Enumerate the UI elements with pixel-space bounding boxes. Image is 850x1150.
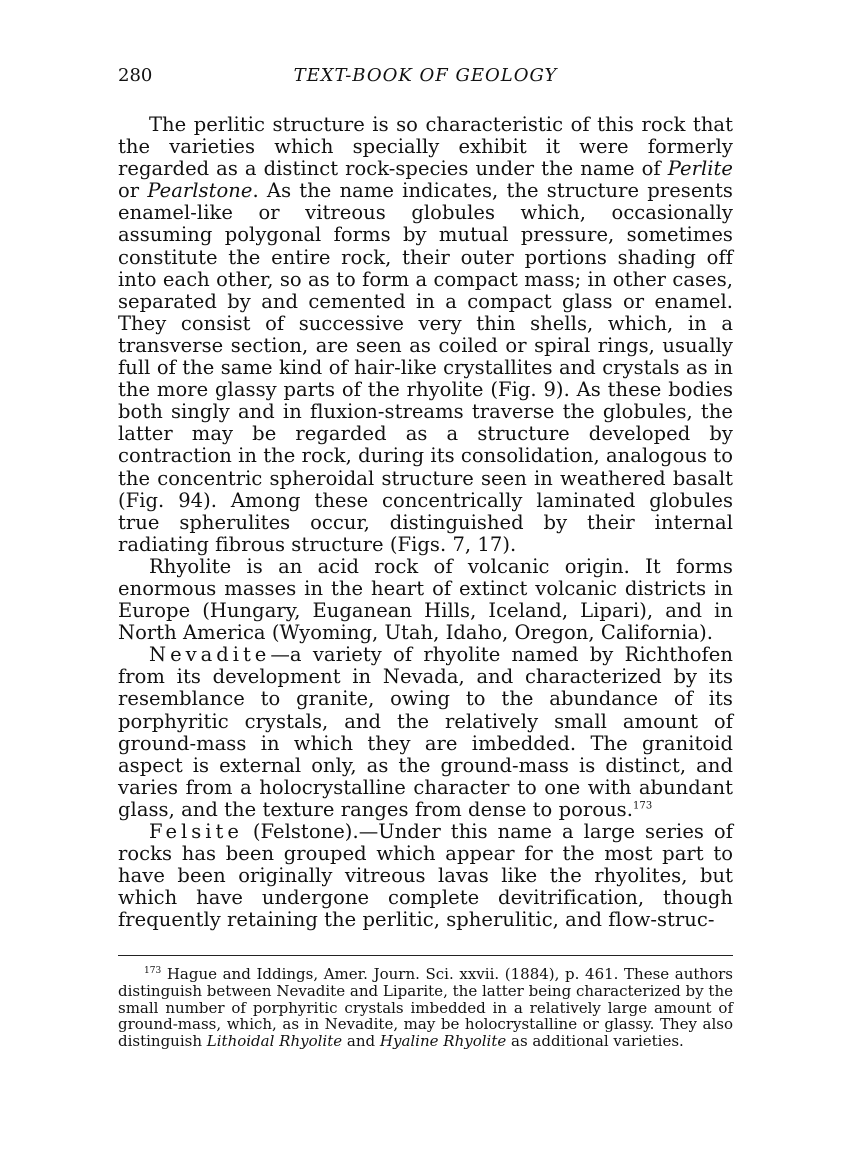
- footnote-reference: 173: [633, 800, 653, 812]
- term-nevadite: Nevadite: [149, 643, 271, 667]
- paragraph-rhyolite-origin: [118, 556, 733, 644]
- footnote-number: 173: [144, 966, 162, 977]
- footnote-text: Hague and Iddings, Amer. Journ. Sci. xxvii. (1884), p. 461. These authors distinguish between Nevadite and Liparite, the latter being characterized by the small number of porphyritic crystals imbedded in a relatively large amount of ground-mass, which, as in Nevadite, may be holocrystalline or glassy. They also distinguish: [118, 965, 733, 1050]
- paragraph-felsite: [118, 821, 733, 931]
- paragraph-text: Rhyolite is an acid rock of volcanic origin. It forms enormous masses in the heart of extinct volcanic districts in Europe (Hungary, Euganean Hills, Iceland, Lipari), and in North America (Wyoming, Utah, Idaho, Oregon, California).: [118, 554, 733, 645]
- footnote: [118, 966, 733, 1049]
- running-title: TEXT-BOOK OF GEOLOGY: [293, 65, 558, 86]
- paragraph-text: The perlitic structure is so characteristic of this rock that the varieties which specially exhibit it were formerly regarded as a distinct rock-species under the name of: [118, 113, 733, 181]
- paragraph-nevadite: [118, 644, 733, 821]
- page-number: 280: [118, 65, 153, 86]
- term-pearlstone: Pearlstone: [147, 179, 253, 203]
- paragraph-text: or: [118, 179, 148, 203]
- term-perlite: Perlite: [667, 157, 733, 181]
- paragraph-text: (Felstone).—Under this name a large series of rocks has been grouped which appear for the most part to have been originally vitreous lavas like the rhyolites, but which have undergone complete devitrification, though frequently retaining the perlitic, spherulitic, and flow-struc-: [118, 820, 733, 932]
- paragraph-text: —a variety of rhyolite named by Richthofen from its development in Nevada, and characterized by its resemblance to granite, owing to the abundance of its porphyritic crystals, and the relatively small amount of ground-mass in which they are imbedded. The granitoid aspect is external only, as the ground-mass is distinct, and varies from a holocrystalline character to one with abundant glass, and the texture ranges from dense to porous.: [118, 643, 733, 821]
- footnote-text: and: [342, 1031, 380, 1050]
- footnote-text: as additional varieties.: [506, 1031, 684, 1050]
- paragraph-text: . As the name indicates, the structure presents enamel-like or vitreous globules which, occasionally assuming polygonal forms by mutual pressure, sometimes constitute the entire rock, their outer portions shading off into each other, so as to form a compact mass; in other cases, separated by and cemented in a compact glass or enamel. They consist of successive very thin shells, which, in a transverse section, are seen as coiled or spiral rings, usually full of the same kind of hair-like crystallites and crystals as in the more glassy parts of the rhyolite (Fig. 9). As these bodies both singly and in fluxion-streams traverse the globules, the latter may be regarded as a structure developed by contraction in the rock, during its consolidation, analogous to the concentric spheroidal structure seen in weathered basalt (Fig. 94). Among these concentrically laminated globules true spherulites occur, distinguished by their internal radiating fibrous structure (Figs. 7, 17).: [118, 179, 733, 556]
- body-text: [118, 114, 733, 931]
- term-hyaline-rhyolite: Hyaline Rhyolite: [379, 1031, 507, 1050]
- book-page: [118, 60, 733, 1049]
- running-head: [118, 60, 733, 92]
- paragraph-perlitic-structure: [118, 114, 733, 556]
- footnote-divider: [118, 955, 733, 956]
- term-lithoidal-rhyolite: Lithoidal Rhyolite: [206, 1031, 343, 1050]
- term-felsite: Felsite: [149, 820, 243, 843]
